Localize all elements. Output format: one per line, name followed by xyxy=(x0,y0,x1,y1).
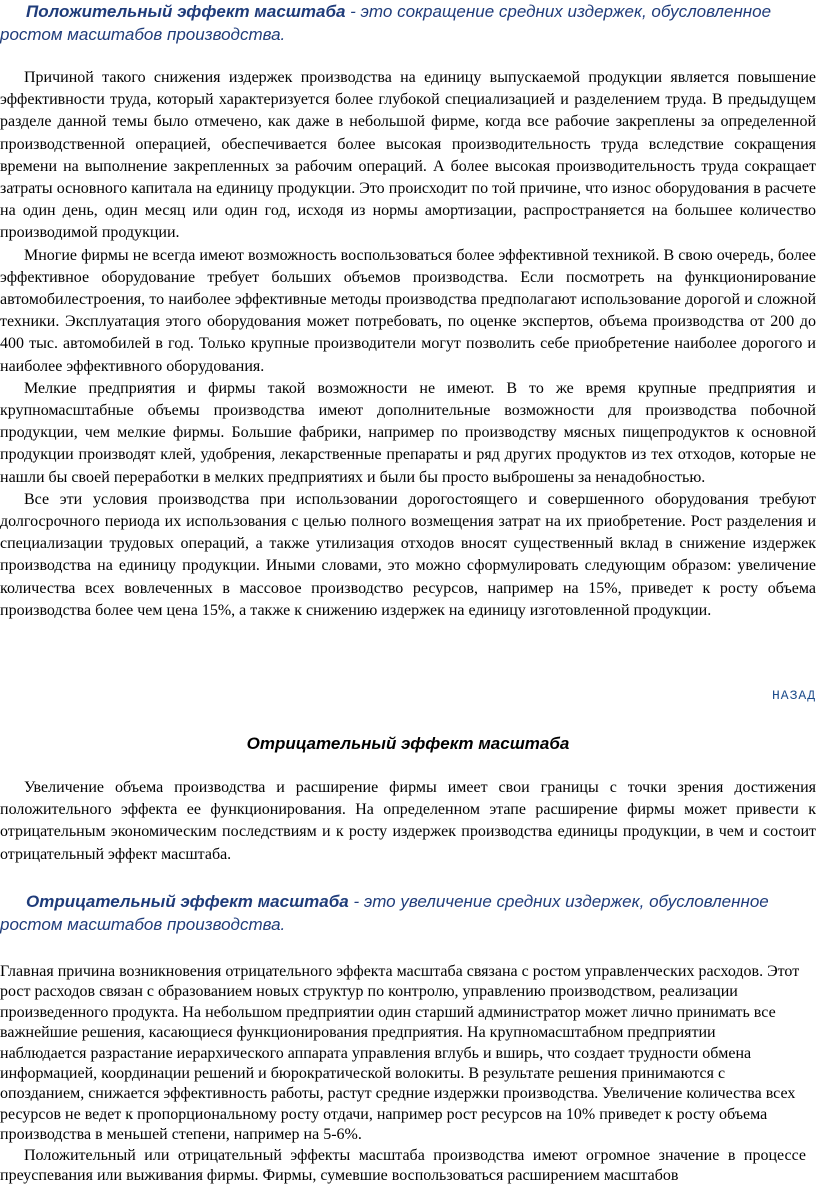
paragraph: Мелкие предприятия и фирмы такой возможности не имеют. В то же время крупные предприятия и крупномасштабные объемы производства имеют дополнительные возможности для производства побочной продукции, чем мелкие фирмы. Большие фабрики, например по производству мясных пищепродуктов к основной продукции производят клей, удобрения, лекарственные препараты и ряд других продуктов из тех отходов, которые не нашли бы своей переработки в мелких предприятиях и были бы просто выброшены за ненадобностью. xyxy=(0,379,816,486)
paragraph: Увеличение объема производства и расширение фирмы имеет свои границы с точки зрения достижения положительного эффекта ее функционирования. На определенном этапе расширение фирмы может привести к отрицательным экономическим последствиям и к росту издержек производства единицы продукции, в чем и состоит отрицательный эффект масштаба. xyxy=(0,779,816,863)
definition-negative-scale-effect xyxy=(0,890,816,936)
paragraph: Положительный или отрицательный эффекты масштаба производства имеют огромное значение в процессе преуспевания или выживания фирмы. Фирмы, сумевшие воспользоваться расширением масштабов xyxy=(0,1146,806,1185)
definition-positive-scale-effect xyxy=(0,0,816,46)
definition-text: - это увеличение средних издержек, обусловленное ростом масштабов производства. xyxy=(0,892,769,934)
definition-term: Отрицательный эффект масштаба xyxy=(26,892,349,911)
section-negative-intro xyxy=(0,777,816,866)
paragraph: Многие фирмы не всегда имеют возможность воспользоваться более эффективной техникой. В свою очередь, более эффективное оборудование требует больших объемов производства. Если посмотреть на функционирование автомобилестроения, то наиболее эффективные методы производства предполагают использование дорогой и сложной техники. Эксплуатация этого оборудования может потребовать, по оценке экспертов, объема производства от 200 до 400 тыс. автомобилей в год. Только крупные производители могут позволить себе приобретение наиболее дорогого и наиболее эффективного оборудования. xyxy=(0,246,816,375)
paragraph: Все эти условия производства при использовании дорогостоящего и совершенного оборудования требуют долгосрочного периода их использования с целью полного возмещения затрат на их приобретение. Рост разделения и специализации трудовых операций, а также утилизация отходов вносят существенный вклад в снижение издержек производства на единицу продукции. Иными словами, это можно сформулировать следующим образом: увеличение количества всех вовлеченных в массовое производство ресурсов, например на 15%, приведет к росту объема производства более чем цена 15%, а также к снижению издержек на единицу изготовленной продукции. xyxy=(0,490,816,619)
back-link[interactable]: НАЗАД xyxy=(771,688,816,703)
definition-term: Положительный эффект масштаба xyxy=(26,2,346,21)
section-positive-effect xyxy=(0,67,816,622)
paragraph: Причиной такого снижения издержек производства на единицу выпускаемой продукции является повышение эффективности труда, который характеризуется более глубокой специализацией и разделением труда. В предыдущем разделе данной темы было отмечено, как даже в небольшой фирме, когда все рабочие закреплены за определенной производственной операцией, обеспечивается более высокая производительность труда вследствие сокращения времени на выполнение закрепленных за рабочим операций. А более высокая производительность труда сокращает затраты основного капитала на единицу продукции. Это происходит по той причине, что износ оборудования в расчете на один день, один месяц или один год, исходя из нормы амортизации, распространяется на большее количество производимой продукции. xyxy=(0,69,816,242)
section-heading: Отрицательный эффект масштаба xyxy=(246,734,570,753)
paragraph: Главная причина возникновения отрицательного эффекта масштаба связана с ростом управленческих расходов. Этот рост расходов связан с образованием новых структур по контролю, управлению производством, реализации произведенного продукта. На небольшом предприятии один старший администратор может лично принимать все важнейшие решения, касающиеся функционирования предприятия. На крупномасштабном предприятии наблюдается разрастание иерархического аппарата управления вглубь и вширь, что создает трудности обмена информацией, координации решений и бюрократической волокиты. В результате решения принимаются с опозданием, снижается эффективность работы, растут средние издержки производства. Увеличение количества всех ресурсов не ведет к пропорциональному росту отдачи, например рост ресурсов на 10% приведет к росту объема производства в меньшей степени, например на 5-6%. xyxy=(0,963,800,1144)
section-negative-causes xyxy=(0,962,806,1186)
definition-text: - это сокращение средних издержек, обусловленное ростом масштабов производства. xyxy=(0,2,772,44)
